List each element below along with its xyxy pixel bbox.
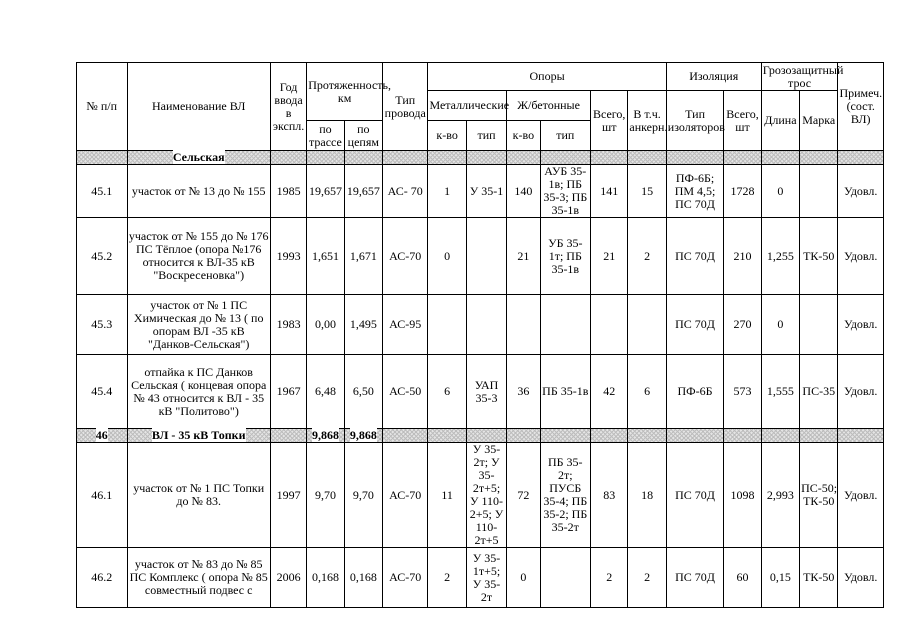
cell-num: 46.2 <box>77 548 128 608</box>
cell-concrete-count: 0 <box>507 548 540 608</box>
cell-route: 0,168 <box>307 548 344 608</box>
header-ground-wire: Грозозащитный трос <box>762 62 844 90</box>
cell-anchor: 18 <box>628 443 666 548</box>
cell-num: 45.1 <box>77 165 128 218</box>
table-row <box>77 165 884 218</box>
section-num: 46 <box>77 429 128 443</box>
cell-metal-count <box>428 295 466 355</box>
cell-name: участок от № 13 до № 155 <box>127 165 270 218</box>
cell-ground-length: 2,993 <box>761 443 799 548</box>
cell-wire: АС-95 <box>383 295 428 355</box>
cell-concrete-count: 21 <box>507 218 540 295</box>
cell-year: 1983 <box>270 295 306 355</box>
cell-concrete-type: АУБ 35-1в; ПБ 35-3; ПБ 35-1в <box>540 165 591 218</box>
table-row <box>77 218 884 295</box>
cell-ins-total: 60 <box>724 548 761 608</box>
cell-metal-count: 6 <box>428 355 466 429</box>
cell-ground-mark: ТК-50 <box>800 218 838 295</box>
header-wire: Тип провода <box>383 63 428 151</box>
cell-wire: АС- 70 <box>383 165 428 218</box>
cell-chains: 9,70 <box>344 443 382 548</box>
cell-chains: 1,671 <box>344 218 382 295</box>
table-row <box>77 548 884 608</box>
cell-metal-count: 1 <box>428 165 466 218</box>
section-chains: 9,868 <box>344 429 382 443</box>
header-concrete-count: к-во <box>507 121 540 151</box>
cell-num: 46.1 <box>77 443 128 548</box>
cell-note: Удовл. <box>838 548 884 608</box>
header-length: Протяженность, км <box>307 63 383 121</box>
cell-ins-type: ПС 70Д <box>666 443 724 548</box>
cell-ins-type: ПС 70Д <box>666 548 724 608</box>
cell-concrete-type <box>540 548 591 608</box>
header-note: Примеч. (сост. ВЛ) <box>838 63 884 151</box>
cell-ins-total: 210 <box>724 218 761 295</box>
cell-anchor <box>628 295 666 355</box>
cell-metal-type: У 35-2т; У 35-2т+5; У 110-2+5; У 110-2т+5 <box>466 443 506 548</box>
header-length-route: по трассе <box>307 121 344 151</box>
header-insulation: Изоляция <box>666 63 761 91</box>
cell-name: отпайка к ПС Данков Сельская ( концевая опора № 43 относится к ВЛ - 35 кВ "Политово") <box>127 355 270 429</box>
cell-route: 0,00 <box>307 295 344 355</box>
cell-ins-total: 1098 <box>724 443 761 548</box>
cell-wire: АС-70 <box>383 218 428 295</box>
cell-metal-count: 0 <box>428 218 466 295</box>
header-metal-type: тип <box>466 121 506 151</box>
cell-concrete-type <box>540 295 591 355</box>
cell-note: Удовл. <box>838 443 884 548</box>
cell-note: Удовл. <box>838 355 884 429</box>
header-length-chains: по цепям <box>344 121 382 151</box>
cell-total: 21 <box>591 218 628 295</box>
header-ground-mark: Марка <box>800 91 838 151</box>
cell-route: 1,651 <box>307 218 344 295</box>
cell-concrete-type: ПБ 35-1в <box>540 355 591 429</box>
cell-ground-length: 1,555 <box>761 355 799 429</box>
cell-note: Удовл. <box>838 165 884 218</box>
cell-num: 45.2 <box>77 218 128 295</box>
cell-metal-type: У 35-1 <box>466 165 506 218</box>
cell-ins-type: ПС 70Д <box>666 218 724 295</box>
cell-chains: 0,168 <box>344 548 382 608</box>
table-row <box>77 295 884 355</box>
table-row <box>77 443 884 548</box>
cell-anchor: 2 <box>628 548 666 608</box>
cell-anchor: 6 <box>628 355 666 429</box>
cell-metal-count: 11 <box>428 443 466 548</box>
header-supports: Опоры <box>428 63 666 91</box>
cell-year: 2006 <box>270 548 306 608</box>
cell-name: участок от № 155 до № 176 ПС Тёплое (опора №176 относится к ВЛ-35 кВ "Воскресеновка") <box>127 218 270 295</box>
header-metal-count: к-во <box>428 121 466 151</box>
cell-total: 83 <box>591 443 628 548</box>
cell-wire: АС-50 <box>383 355 428 429</box>
cell-note: Удовл. <box>838 218 884 295</box>
cell-ins-type: ПФ-6Б <box>666 355 724 429</box>
cell-name: участок от № 1 ПС Топки до № 83. <box>127 443 270 548</box>
cell-year: 1997 <box>270 443 306 548</box>
section-title: Сельская <box>127 151 270 165</box>
section-route: 9,868 <box>307 429 344 443</box>
cell-ground-mark: ТК-50 <box>800 548 838 608</box>
header-total: Всего, шт <box>591 91 628 151</box>
cell-ground-length: 1,255 <box>761 218 799 295</box>
cell-metal-type: УАП 35-3 <box>466 355 506 429</box>
header-ground-length: Длина <box>761 91 799 151</box>
cell-ins-type: ПС 70Д <box>666 295 724 355</box>
section-row <box>77 429 884 443</box>
cell-ins-total: 270 <box>724 295 761 355</box>
cell-ground-mark: ПС-50; ТК-50 <box>800 443 838 548</box>
cell-metal-type <box>466 295 506 355</box>
cell-name: участок от № 83 до № 85 ПС Комплекс ( опора № 85 совместный подвес с <box>127 548 270 608</box>
cell-year: 1967 <box>270 355 306 429</box>
cell-wire: АС-70 <box>383 548 428 608</box>
cell-ins-total: 573 <box>724 355 761 429</box>
header-name: Наименование ВЛ <box>127 63 270 151</box>
cell-num: 45.4 <box>77 355 128 429</box>
cell-concrete-type: ПБ 35-2т; ПУСБ 35-4; ПБ 35-2; ПБ 35-2т <box>540 443 591 548</box>
cell-num: 45.3 <box>77 295 128 355</box>
section-title: ВЛ - 35 кВ Топки <box>127 429 270 443</box>
cell-ground-length: 0 <box>761 295 799 355</box>
cell-route: 9,70 <box>307 443 344 548</box>
cell-route: 19,657 <box>307 165 344 218</box>
section-row <box>77 151 884 165</box>
header-metal: Металлические <box>428 91 507 121</box>
header-concrete: Ж/бетонные <box>507 91 591 121</box>
header-year: Год ввода в экспл. <box>270 63 306 151</box>
cell-concrete-count: 36 <box>507 355 540 429</box>
cell-note: Удовл. <box>838 295 884 355</box>
header-num: № п/п <box>77 63 128 151</box>
header-anchor: В т.ч. анкерн. <box>628 91 666 151</box>
cell-ground-length: 0,15 <box>761 548 799 608</box>
cell-metal-type: У 35-1т+5; У 35-2т <box>466 548 506 608</box>
power-lines-table <box>76 62 884 608</box>
cell-total: 42 <box>591 355 628 429</box>
cell-route: 6,48 <box>307 355 344 429</box>
cell-ground-mark: ПС-35 <box>800 355 838 429</box>
cell-chains: 6,50 <box>344 355 382 429</box>
cell-anchor: 2 <box>628 218 666 295</box>
cell-total: 141 <box>591 165 628 218</box>
cell-wire: АС-70 <box>383 443 428 548</box>
cell-concrete-count: 140 <box>507 165 540 218</box>
cell-ground-mark <box>800 165 838 218</box>
cell-name: участок от № 1 ПС Химическая до № 13 ( по опорам ВЛ -35 кВ "Данков-Сельская") <box>127 295 270 355</box>
cell-ground-length: 0 <box>761 165 799 218</box>
cell-year: 1993 <box>270 218 306 295</box>
table-row <box>77 355 884 429</box>
cell-concrete-count: 72 <box>507 443 540 548</box>
cell-chains: 19,657 <box>344 165 382 218</box>
cell-year: 1985 <box>270 165 306 218</box>
header-concrete-type: тип <box>540 121 591 151</box>
cell-ins-type: ПФ-6Б; ПМ 4,5; ПС 70Д <box>666 165 724 218</box>
cell-concrete-type: УБ 35-1т; ПБ 35-1в <box>540 218 591 295</box>
cell-metal-type <box>466 218 506 295</box>
cell-chains: 1,495 <box>344 295 382 355</box>
cell-concrete-count <box>507 295 540 355</box>
cell-ins-total: 1728 <box>724 165 761 218</box>
cell-total <box>591 295 628 355</box>
cell-anchor: 15 <box>628 165 666 218</box>
header-ins-type: Тип изоляторов <box>666 91 724 151</box>
cell-total: 2 <box>591 548 628 608</box>
cell-metal-count: 2 <box>428 548 466 608</box>
header-ins-total: Всего, шт <box>724 91 761 151</box>
cell-ground-mark <box>800 295 838 355</box>
